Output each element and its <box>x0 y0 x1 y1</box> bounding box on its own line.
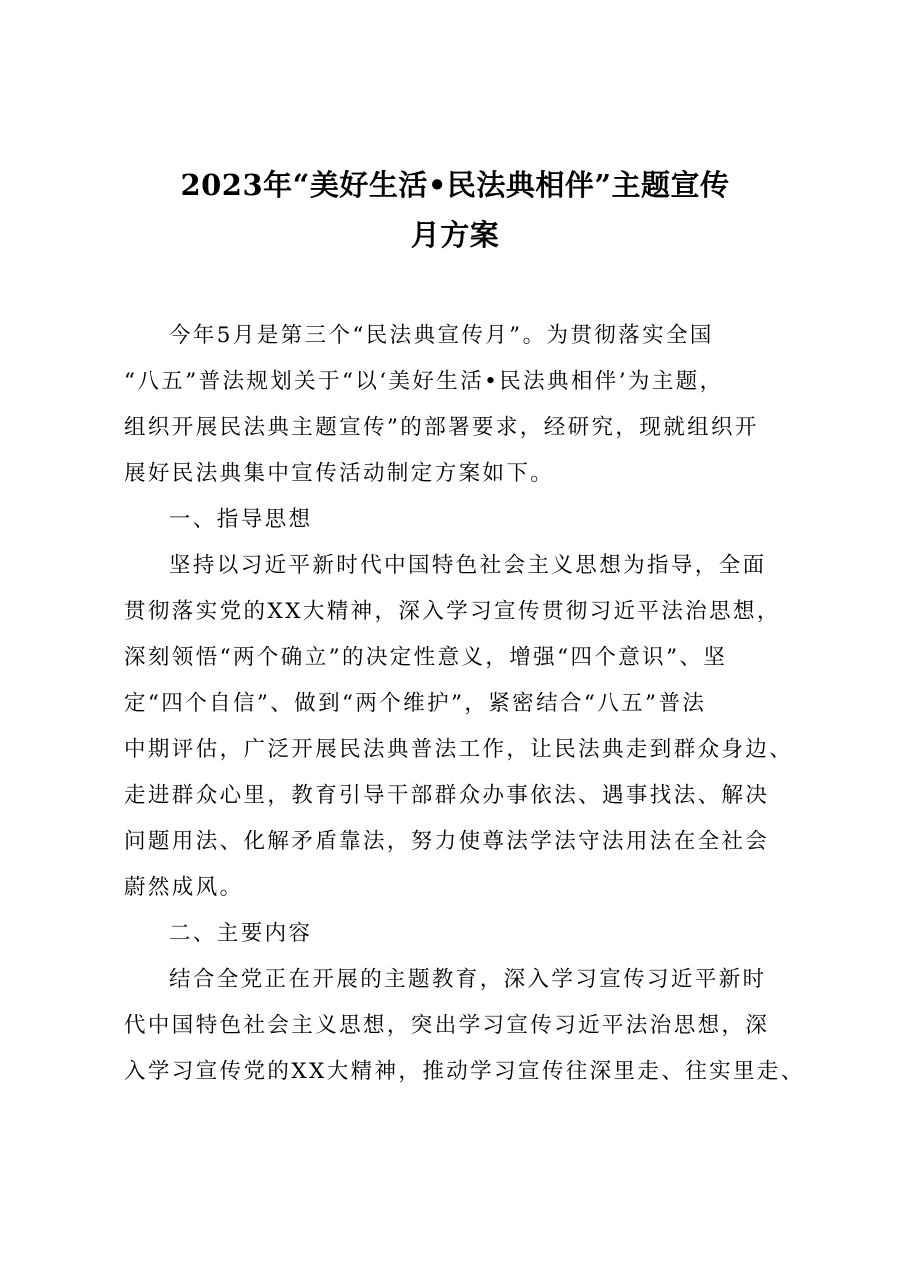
paragraph-guiding-line: 蔚然成风。 <box>124 875 244 900</box>
paragraph-guiding-line: 问题用法、化解矛盾靠法，努力使尊法学法守法用法在全社会 <box>124 829 770 854</box>
paragraph-guiding-line: 中期评估，广泛开展民法典普法工作，让民法典走到群众身边、 <box>124 737 794 762</box>
section-heading-guiding-thought: 一、指导思想 <box>169 507 313 532</box>
paragraph-content-line: 代中国特色社会主义思想，突出学习宣传习近平法治思想，深 <box>124 1013 770 1038</box>
paragraph-intro-line: “八五”普法规划关于“以‘美好生活•民法典相伴’为主题， <box>124 369 724 394</box>
paragraph-intro-line: 今年5月是第三个“民法典宣传月”。为贯彻落实全国 <box>169 323 714 348</box>
paragraph-content-line: 结合全党正在开展的主题教育，深入学习宣传习近平新时 <box>169 967 767 992</box>
paragraph-guiding-line: 定“四个自信”、做到“两个维护”，紧密结合“八五”普法 <box>124 691 707 716</box>
title-line-2: 月方案 <box>410 218 500 252</box>
paragraph-guiding-line: 走进群众心里，教育引导干部群众办事依法、遇事找法、解决 <box>124 783 770 808</box>
document-body <box>124 313 814 1095</box>
paragraph-guiding-line: 坚持以习近平新时代中国特色社会主义思想为指导，全面 <box>169 553 767 578</box>
paragraph-content-line: 入学习宣传党的XX大精神，推动学习宣传往深里走、往实里走、 <box>124 1059 805 1084</box>
paragraph-guiding-line: 贯彻落实党的XX大精神，深入学习宣传贯彻习近平法治思想， <box>124 599 781 624</box>
paragraph-intro-line: 组织开展民法典主题宣传”的部署要求，经研究，现就组织开 <box>124 415 759 440</box>
title-line-1: 2023年“美好生活•民法典相伴”主题宣传 <box>180 168 730 202</box>
paragraph-intro-line: 展好民法典集中宣传活动制定方案如下。 <box>124 461 555 486</box>
section-heading-main-content: 二、主要内容 <box>169 921 313 946</box>
document-title <box>100 160 810 260</box>
paragraph-guiding-line: 深刻领悟“两个确立”的决定性意义，增强“四个意识”、坚 <box>124 645 728 670</box>
